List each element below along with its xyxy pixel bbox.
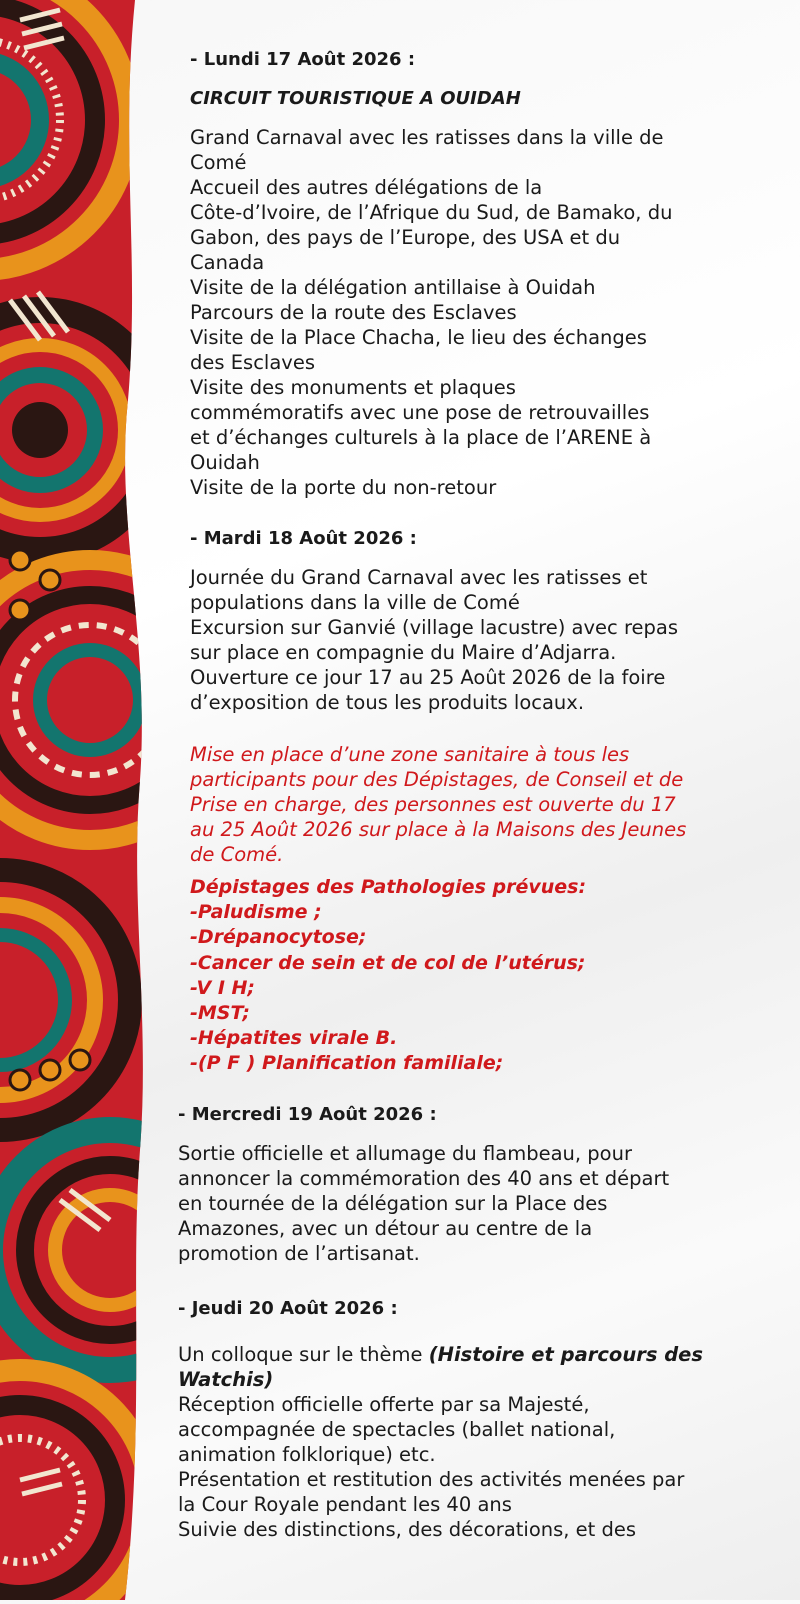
pathology-item: -V I H; [190,976,256,999]
description-line: annoncer la commémoration des 40 ans et départ [178,1167,670,1190]
pathology-item: -Drépanocytose; [190,926,367,949]
day-description [190,565,678,715]
description-line: Ouidah [190,451,260,474]
health-line: au 25 Août 2026 sur place à la Maisons des Jeunes [190,818,687,841]
description-line: des Esclaves [190,351,315,374]
health-line: Mise en place d’une zone sanitaire à tous les [190,743,630,766]
description-line: Visite des monuments et plaques [190,376,516,399]
day-description [178,1342,703,1542]
health-line: de Comé. [190,843,284,866]
pathology-item: -MST; [190,1002,250,1025]
description-line: Présentation et restitution des activités menées par [178,1468,685,1491]
colloque-prefix: Un colloque sur le thème [178,1343,429,1366]
description-line: Excursion sur Ganvié (village lacustre) avec repas [190,616,679,639]
colloque-theme-cont: Watchis) [178,1368,274,1391]
description-line: la Cour Royale pendant les 40 ans [178,1493,512,1516]
pathology-item: -Cancer de sein et de col de l’utérus; [190,951,586,974]
colloque-line [178,1367,703,1392]
day-description [190,125,672,500]
day-heading: - Mardi 18 Août 2026 : [190,528,417,549]
description-line: accompagnée de spectacles (ballet national, [178,1418,616,1441]
description-line: Visite de la délégation antillaise à Ouidah [190,276,596,299]
description-line: Gabon, des pays de l’Europe, des USA et du [190,226,621,249]
health-line: Prise en charge, des personnes est ouverte du 17 [190,793,676,816]
description-line: sur place en compagnie du Maire d’Adjarra. [190,641,617,664]
description-line: Parcours de la route des Esclaves [190,301,517,324]
pathologies-title: Dépistages des Pathologies prévues: [190,876,587,898]
description-line: Réception officielle offerte par sa Majesté, [178,1393,590,1416]
description-line: Visite de la porte du non-retour [190,476,497,499]
description-line: promotion de l’artisanat. [178,1242,420,1265]
colloque-line [178,1342,703,1367]
description-line: Ouverture ce jour 17 au 25 Août 2026 de la foire [190,666,666,689]
description-line: Accueil des autres délégations de la [190,176,543,199]
description-line: Grand Carnaval avec les ratisses dans la ville de [190,126,664,149]
health-line: participants pour des Dépistages, de Conseil et de [190,768,684,791]
colloque-theme: (Histoire et parcours des [428,1343,704,1366]
pathologies-list [190,875,586,1077]
description-line: Sortie officielle et allumage du flambeau, pour [178,1142,632,1165]
day-description [178,1141,669,1266]
description-line: Amazones, avec un détour au centre de la [178,1217,593,1240]
description-line: Canada [190,251,265,274]
day-heading: - Jeudi 20 Août 2026 : [178,1298,398,1319]
day-heading: - Lundi 17 Août 2026 : [190,49,416,70]
health-zone-notice [190,742,686,867]
description-line: commémoratifs avec une pose de retrouvailles [190,401,650,424]
description-line: Journée du Grand Carnaval avec les ratisses et [190,566,648,589]
pathology-item: -Paludisme ; [190,901,322,924]
circuit-title: CIRCUIT TOURISTIQUE A OUIDAH [190,88,521,109]
description-line: et d’échanges culturels à la place de l’ARENE à [190,426,652,449]
description-line: d’exposition de tous les produits locaux. [190,691,585,714]
description-line: Comé [190,151,247,174]
pathology-item: -Hépatites virale B. [190,1027,398,1050]
description-line: Côte-d’Ivoire, de l’Afrique du Sud, de Bamako, du [190,201,673,224]
description-line: en tournée de la délégation sur la Place des [178,1192,608,1215]
description-line: Visite de la Place Chacha, le lieu des échanges [190,326,647,349]
description-line: Suivie des distinctions, des décorations, et des [178,1518,637,1541]
description-line: populations dans la ville de Comé [190,591,520,614]
description-line: animation folklorique) etc. [178,1443,436,1466]
day-heading: - Mercredi 19 Août 2026 : [178,1104,437,1125]
pathology-item: -(P F ) Planification familiale; [190,1052,504,1075]
